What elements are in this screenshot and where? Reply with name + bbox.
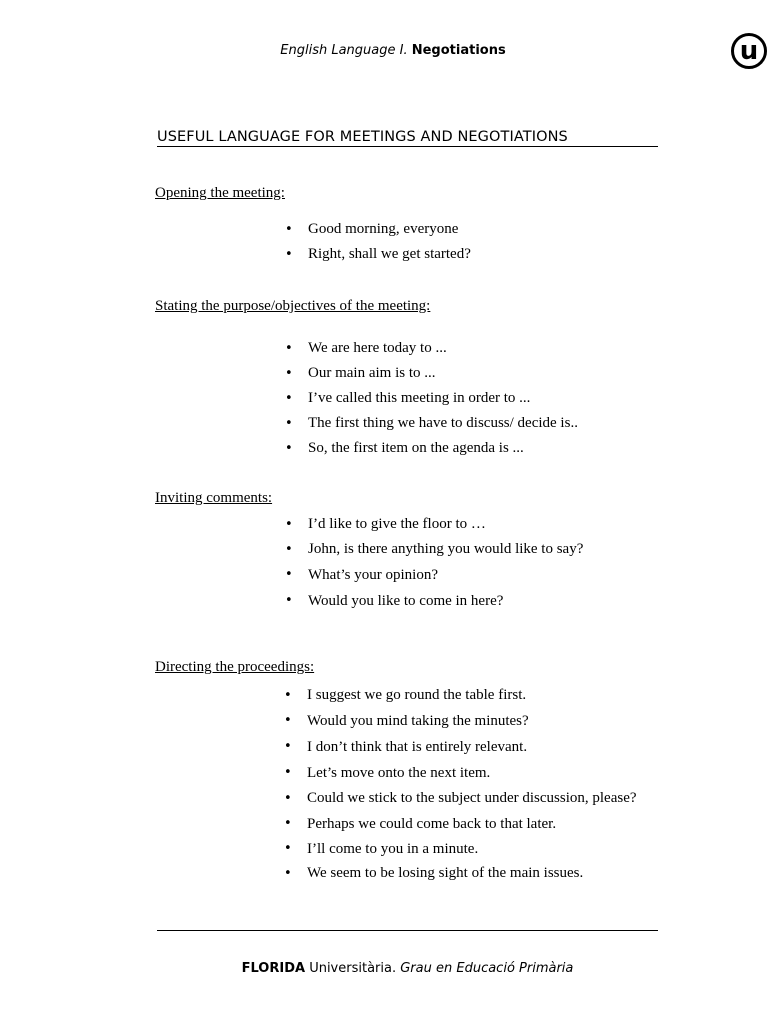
list-item xyxy=(285,217,471,242)
list-item xyxy=(285,562,583,588)
bullet-icon: • xyxy=(285,441,293,456)
bullet-icon: • xyxy=(284,765,292,780)
bullet-icon: • xyxy=(284,841,292,856)
bullet-icon: • xyxy=(285,247,293,262)
phrase-text: Our main aim is to ... xyxy=(308,365,436,381)
phrase-text: Perhaps we could come back to that later. xyxy=(307,816,557,832)
phrase-text: Good morning, everyone xyxy=(308,221,459,237)
list-item xyxy=(284,811,637,837)
list-item xyxy=(285,386,578,411)
bullet-icon: • xyxy=(285,517,293,532)
list-item xyxy=(284,786,637,811)
phrase-text: I’ve called this meeting in order to ... xyxy=(308,390,531,406)
page-footer xyxy=(0,961,768,976)
list-item xyxy=(285,436,578,461)
bullet-icon: • xyxy=(285,567,293,582)
list-item xyxy=(285,336,578,361)
bullet-icon: • xyxy=(284,739,292,754)
bullet-icon: • xyxy=(284,713,292,728)
phrase-text: We seem to be losing sight of the main issues. xyxy=(307,865,584,881)
list-item xyxy=(284,837,637,861)
list-item xyxy=(285,361,578,386)
phrase-text: We are here today to ... xyxy=(308,340,447,356)
phrase-text: Right, shall we get started? xyxy=(308,246,471,262)
university-label: Universitària. xyxy=(305,961,401,976)
bullet-icon: • xyxy=(284,791,292,806)
phrase-text: Would you like to come in here? xyxy=(308,593,504,609)
bullet-icon: • xyxy=(285,542,293,557)
phrase-list-opening xyxy=(285,217,471,267)
phrase-text: Let’s move onto the next item. xyxy=(307,765,491,781)
list-item xyxy=(284,760,637,786)
bullet-icon: • xyxy=(285,416,293,431)
phrase-text: I’d like to give the floor to … xyxy=(308,516,486,532)
list-item xyxy=(284,683,637,708)
bullet-icon: • xyxy=(285,391,293,406)
list-item xyxy=(285,588,583,614)
list-item xyxy=(285,537,584,562)
list-item xyxy=(285,512,583,537)
phrase-text: I suggest we go round the table first. xyxy=(307,687,527,703)
phrase-text: John, is there anything you would like to say? xyxy=(308,541,584,557)
bullet-icon: • xyxy=(285,222,293,237)
phrase-list-directing xyxy=(284,683,637,886)
phrase-text: What’s your opinion? xyxy=(308,567,438,583)
bullet-icon: • xyxy=(285,341,293,356)
list-item xyxy=(284,734,637,760)
bullet-icon: • xyxy=(285,366,293,381)
phrase-list-inviting xyxy=(285,512,584,614)
phrase-list-purpose xyxy=(285,336,578,461)
bullet-icon: • xyxy=(285,593,293,608)
section-heading-directing: Directing the proceedings: xyxy=(155,659,315,675)
bullet-icon: • xyxy=(284,866,292,881)
list-item xyxy=(285,411,578,436)
phrase-text: I’ll come to you in a minute. xyxy=(307,841,479,857)
phrase-text: I don’t think that is entirely relevant. xyxy=(307,739,528,755)
list-item xyxy=(285,242,471,267)
phrase-text: Could we stick to the subject under discussion, please? xyxy=(307,790,637,806)
list-item xyxy=(284,861,637,886)
section-heading-opening: Opening the meeting: xyxy=(155,185,285,201)
phrase-text: Would you mind taking the minutes? xyxy=(307,713,529,729)
list-item xyxy=(284,708,637,734)
degree-name: Grau en Educació Primària xyxy=(400,961,574,976)
phrase-text: So, the first item on the agenda is ... xyxy=(308,440,524,456)
course-name: English Language I. xyxy=(280,43,408,58)
logo-letter: u xyxy=(739,36,759,66)
university-logo xyxy=(731,33,767,69)
bullet-icon: • xyxy=(284,688,292,703)
footer-divider xyxy=(157,930,658,931)
phrase-text: The first thing we have to discuss/ decide is.. xyxy=(308,415,578,431)
section-heading-inviting: Inviting comments: xyxy=(155,490,273,506)
topic-name: Negotiations xyxy=(411,43,506,58)
page-header xyxy=(0,43,768,58)
document-title: USEFUL LANGUAGE FOR MEETINGS AND NEGOTIATIONS xyxy=(157,129,658,147)
bullet-icon: • xyxy=(284,816,292,831)
institution-name: FLORIDA xyxy=(241,961,306,976)
section-heading-purpose: Stating the purpose/objectives of the meeting: xyxy=(155,298,431,314)
